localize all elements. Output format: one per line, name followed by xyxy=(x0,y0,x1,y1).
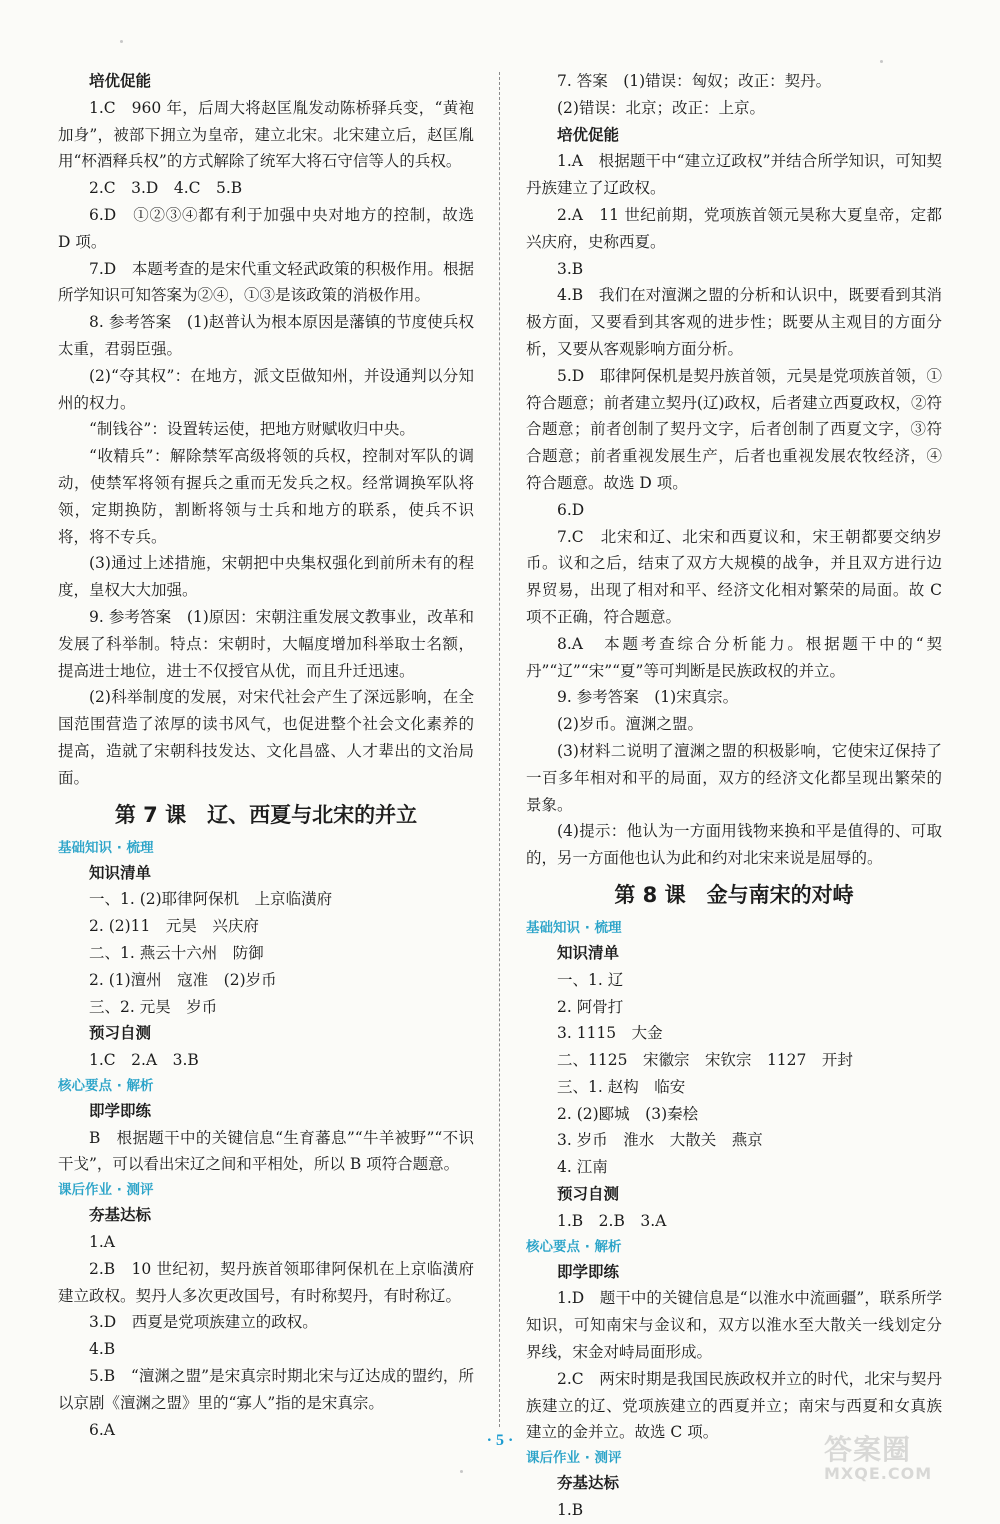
right-subsection-heading: 预习自测 xyxy=(557,1184,620,1204)
left-answer-line: 2. (1)澶州 寇准 (2)岁币 xyxy=(89,970,277,989)
watermark xyxy=(824,1428,988,1490)
left-answer-paragraph: “收精兵”：解除禁军高级将领的兵权，控制对军队的调动，使禁军将领有握兵之重而无发兵之权。经常调换军队将领，定期换防，割断将领与士兵和地方的联系，使兵不识将，将不专兵。 xyxy=(58,447,474,546)
left-answer-line: 1.C 2.A 3.B xyxy=(89,1051,199,1070)
right-answer-paragraph: 2.A 11 世纪前期，党项族首领元昊称大夏皇帝，定都兴庆府，史称西夏。 xyxy=(526,205,942,251)
scan-speck xyxy=(120,40,123,43)
left-answer-paragraph: 9. 参考答案 (1)原因：宋朝注重发展文教事业，改革和发展了科举制。特点：宋朝时，大幅度增加科举取士名额，提高进士地位，进士不仅授官从优，而且升迁迅速。 xyxy=(58,607,474,680)
left-lesson-title: 第 7 课 辽、西夏与北宋的并立 xyxy=(114,802,418,827)
left-answer-paragraph: (3)通过上述措施，宋朝把中央集权强化到前所未有的程度，皇权大大加强。 xyxy=(58,554,474,600)
left-answer-paragraph: 8. 参考答案 (1)赵普认为根本原因是藩镇的节度使兵权太重，君弱臣强。 xyxy=(58,313,474,358)
right-subsection-heading: 知识清单 xyxy=(557,942,620,962)
right-answer-paragraph: 7.C 北宋和辽、北宋和西夏议和，宋王朝都要交纳岁币。议和之后，结束了双方大规模的战争，并且双方进行边界贸易，出现了相对和平、经济文化相对繁荣的局面。故 C 项不正确，符合题意。 xyxy=(526,527,942,626)
right-answer-paragraph: (2)错误：北京；改正：上京。 xyxy=(557,98,765,117)
left-answer-line: 6.A xyxy=(89,1420,115,1439)
right-answer-line: 6.D xyxy=(557,500,585,519)
right-answer-paragraph: 7. 答案 (1)错误：匈奴；改正：契丹。 xyxy=(557,72,832,90)
left-answer-paragraph: 5.B “澶渊之盟”是宋真宗时期北宋与辽达成的盟约，所以京剧《澶渊之盟》里的“寡人”指的是宋真宗。 xyxy=(58,1367,474,1412)
left-answer-paragraph: 1.C 960 年，后周大将赵匡胤发动陈桥驿兵变，“黄袍加身”，被部下拥立为皇帝，建立北宋。北宋建立后，赵匡胤用“杯酒释兵权”的方式解除了统军大将石守信等人的兵权。 xyxy=(58,98,474,171)
page-number: · 5 · xyxy=(486,1432,514,1449)
right-answer-paragraph: 5.D 耶律阿保机是契丹族首领，元昊是党项族首领，①符合题意；前者建立契丹(辽)政权，后者建立西夏政权，②符合题意；前者创制了契丹文字，后者创制了西夏文字，③符合题意；前者重视发展生产，后者也重视发展农牧经济，④符合题意。故选 D 项。 xyxy=(526,366,942,492)
right-answer-paragraph: (2)岁币。澶渊之盟。 xyxy=(557,715,703,734)
left-answer-paragraph: (2)“夺其权”：在地方，派文臣做知州，并设通判以分知州的权力。 xyxy=(58,366,474,412)
right-answer-line: 2. (2)郾城 (3)秦桧 xyxy=(557,1104,699,1123)
left-answer-line: 1.A xyxy=(89,1233,115,1252)
left-answer-paragraph: (2)科举制度的发展，对宋代社会产生了深远影响，在全国范围营造了浓厚的读书风气，也促进整个社会文化素养的提高，造就了宋朝科技发达、文化昌盛、人才辈出的文治局面。 xyxy=(58,688,474,787)
left-answer-paragraph: 2.B 10 世纪初，契丹族首领耶律阿保机在上京临潢府建立政权。契丹人多次更改国号，有时称契丹，有时称辽。 xyxy=(58,1259,474,1305)
left-answer-line: 2. (2)11 元昊 兴庆府 xyxy=(89,917,259,936)
right-answer-line: 1.B xyxy=(557,1501,584,1520)
right-answer-line: 一、1. 辽 xyxy=(557,970,624,989)
right-lesson-title: 第 8 课 金与南宋的对峙 xyxy=(614,882,854,907)
right-answer-line: 二、1125 宋徽宗 宋钦宗 1127 开封 xyxy=(557,1051,853,1070)
right-section-label: 核心要点 · 解析 xyxy=(526,1238,622,1255)
left-answer-paragraph: 6.D ①②③④都有利于加强中央对地方的控制，故选 D 项。 xyxy=(58,205,474,251)
right-answer-line: 1.B 2.B 3.A xyxy=(557,1211,667,1230)
left-section-label: 课后作业 · 测评 xyxy=(58,1182,154,1199)
right-answer-line: 三、1. 赵构 临安 xyxy=(557,1077,686,1096)
right-answer-line: 3. 1115 大金 xyxy=(557,1024,663,1043)
left-answer-paragraph: “制钱谷”：设置转运使，把地方财赋收归中央。 xyxy=(89,420,415,439)
scan-speck xyxy=(460,1470,463,1473)
left-answer-line: 二、1. 燕云十六州 防御 xyxy=(89,943,264,962)
right-answer-line: 2. 阿骨打 xyxy=(557,997,624,1016)
right-subsection-heading: 培优促能 xyxy=(557,124,620,144)
right-column xyxy=(526,68,942,1524)
left-column xyxy=(58,68,474,1443)
left-answer-paragraph: B 根据题干中的关键信息“生育蕃息”“牛羊被野”“不识干戈”，可以看出宋辽之间和平相处，所以 B 项符合题意。 xyxy=(58,1128,474,1174)
left-section-label: 核心要点 · 解析 xyxy=(58,1077,154,1094)
left-subsection-heading: 夯基达标 xyxy=(89,1205,152,1225)
left-subsection-heading: 预习自测 xyxy=(89,1023,152,1043)
right-section-label: 课后作业 · 测评 xyxy=(526,1450,622,1467)
left-subsection-heading: 即学即练 xyxy=(89,1100,152,1120)
right-answer-paragraph: 8.A 本题考查综合分析能力。根据题干中的“契丹”“辽”“宋”“夏”等可判断是民族政权的并立。 xyxy=(526,634,942,680)
right-subsection-heading: 即学即练 xyxy=(557,1261,620,1281)
watermark-url: MXQE.COM xyxy=(824,1464,933,1483)
left-answer-line: 三、2. 元昊 岁币 xyxy=(89,997,218,1016)
left-answer-line: 2.C 3.D 4.C 5.B xyxy=(89,179,243,198)
left-section-label: 基础知识 · 梳理 xyxy=(58,839,154,856)
watermark-logo: 答案圈 xyxy=(824,1433,912,1466)
right-section-label: 基础知识 · 梳理 xyxy=(526,919,622,936)
right-answer-paragraph: 4.B 我们在对澶渊之盟的分析和认识中，既要看到其消极方面，又要看到其客观的进步性；既要从主观目的方面分析，又要从客观影响方面分析。 xyxy=(526,286,942,358)
right-answer-paragraph: (4)提示：他认为一方面用钱物来换和平是值得的、可取的，另一方面他也认为此和约对北宋来说是屈辱的。 xyxy=(526,822,942,868)
right-answer-paragraph: 2.C 两宋时期是我国民族政权并立的时代，北宋与契丹族建立的辽、党项族建立的西夏并立；南宋与西夏和女真族建立的金并立。故选 C 项。 xyxy=(526,1369,942,1442)
left-answer-paragraph: 7.D 本题考查的是宋代重文轻武政策的积极作用。根据所学知识可知答案为②④，①③是该政策的消极作用。 xyxy=(58,259,474,305)
right-answer-line: 3. 岁币 淮水 大散关 燕京 xyxy=(557,1131,763,1150)
column-divider xyxy=(499,72,500,1427)
left-subsection-heading: 培优促能 xyxy=(89,71,152,90)
left-answer-paragraph: 3.D 西夏是党项族建立的政权。 xyxy=(89,1313,318,1332)
right-answer-paragraph: 1.A 根据题干中“建立辽政权”并结合所学知识，可知契丹族建立了辽政权。 xyxy=(526,152,942,198)
left-answer-line: 4.B xyxy=(89,1340,116,1359)
right-subsection-heading: 夯基达标 xyxy=(557,1473,620,1493)
right-answer-paragraph: 9. 参考答案 (1)宋真宗。 xyxy=(557,688,739,707)
right-answer-paragraph: 1.D 题干中的关键信息是“以淮水中流画疆”，联系所学知识，可知南宋与金议和，双方以淮水至大散关一线划定分界线，宋金对峙局面形成。 xyxy=(526,1289,942,1362)
left-subsection-heading: 知识清单 xyxy=(89,862,152,882)
right-answer-paragraph: (3)材料二说明了澶渊之盟的积极影响，它使宋辽保持了一百多年相对和平的局面，双方的经济文化都呈现出繁荣的景象。 xyxy=(526,741,942,814)
left-answer-line: 一、1. (2)耶律阿保机 上京临潢府 xyxy=(89,890,333,909)
right-answer-line: 4. 江南 xyxy=(557,1158,608,1177)
right-answer-line: 3.B xyxy=(557,259,584,278)
scan-speck xyxy=(880,60,883,63)
